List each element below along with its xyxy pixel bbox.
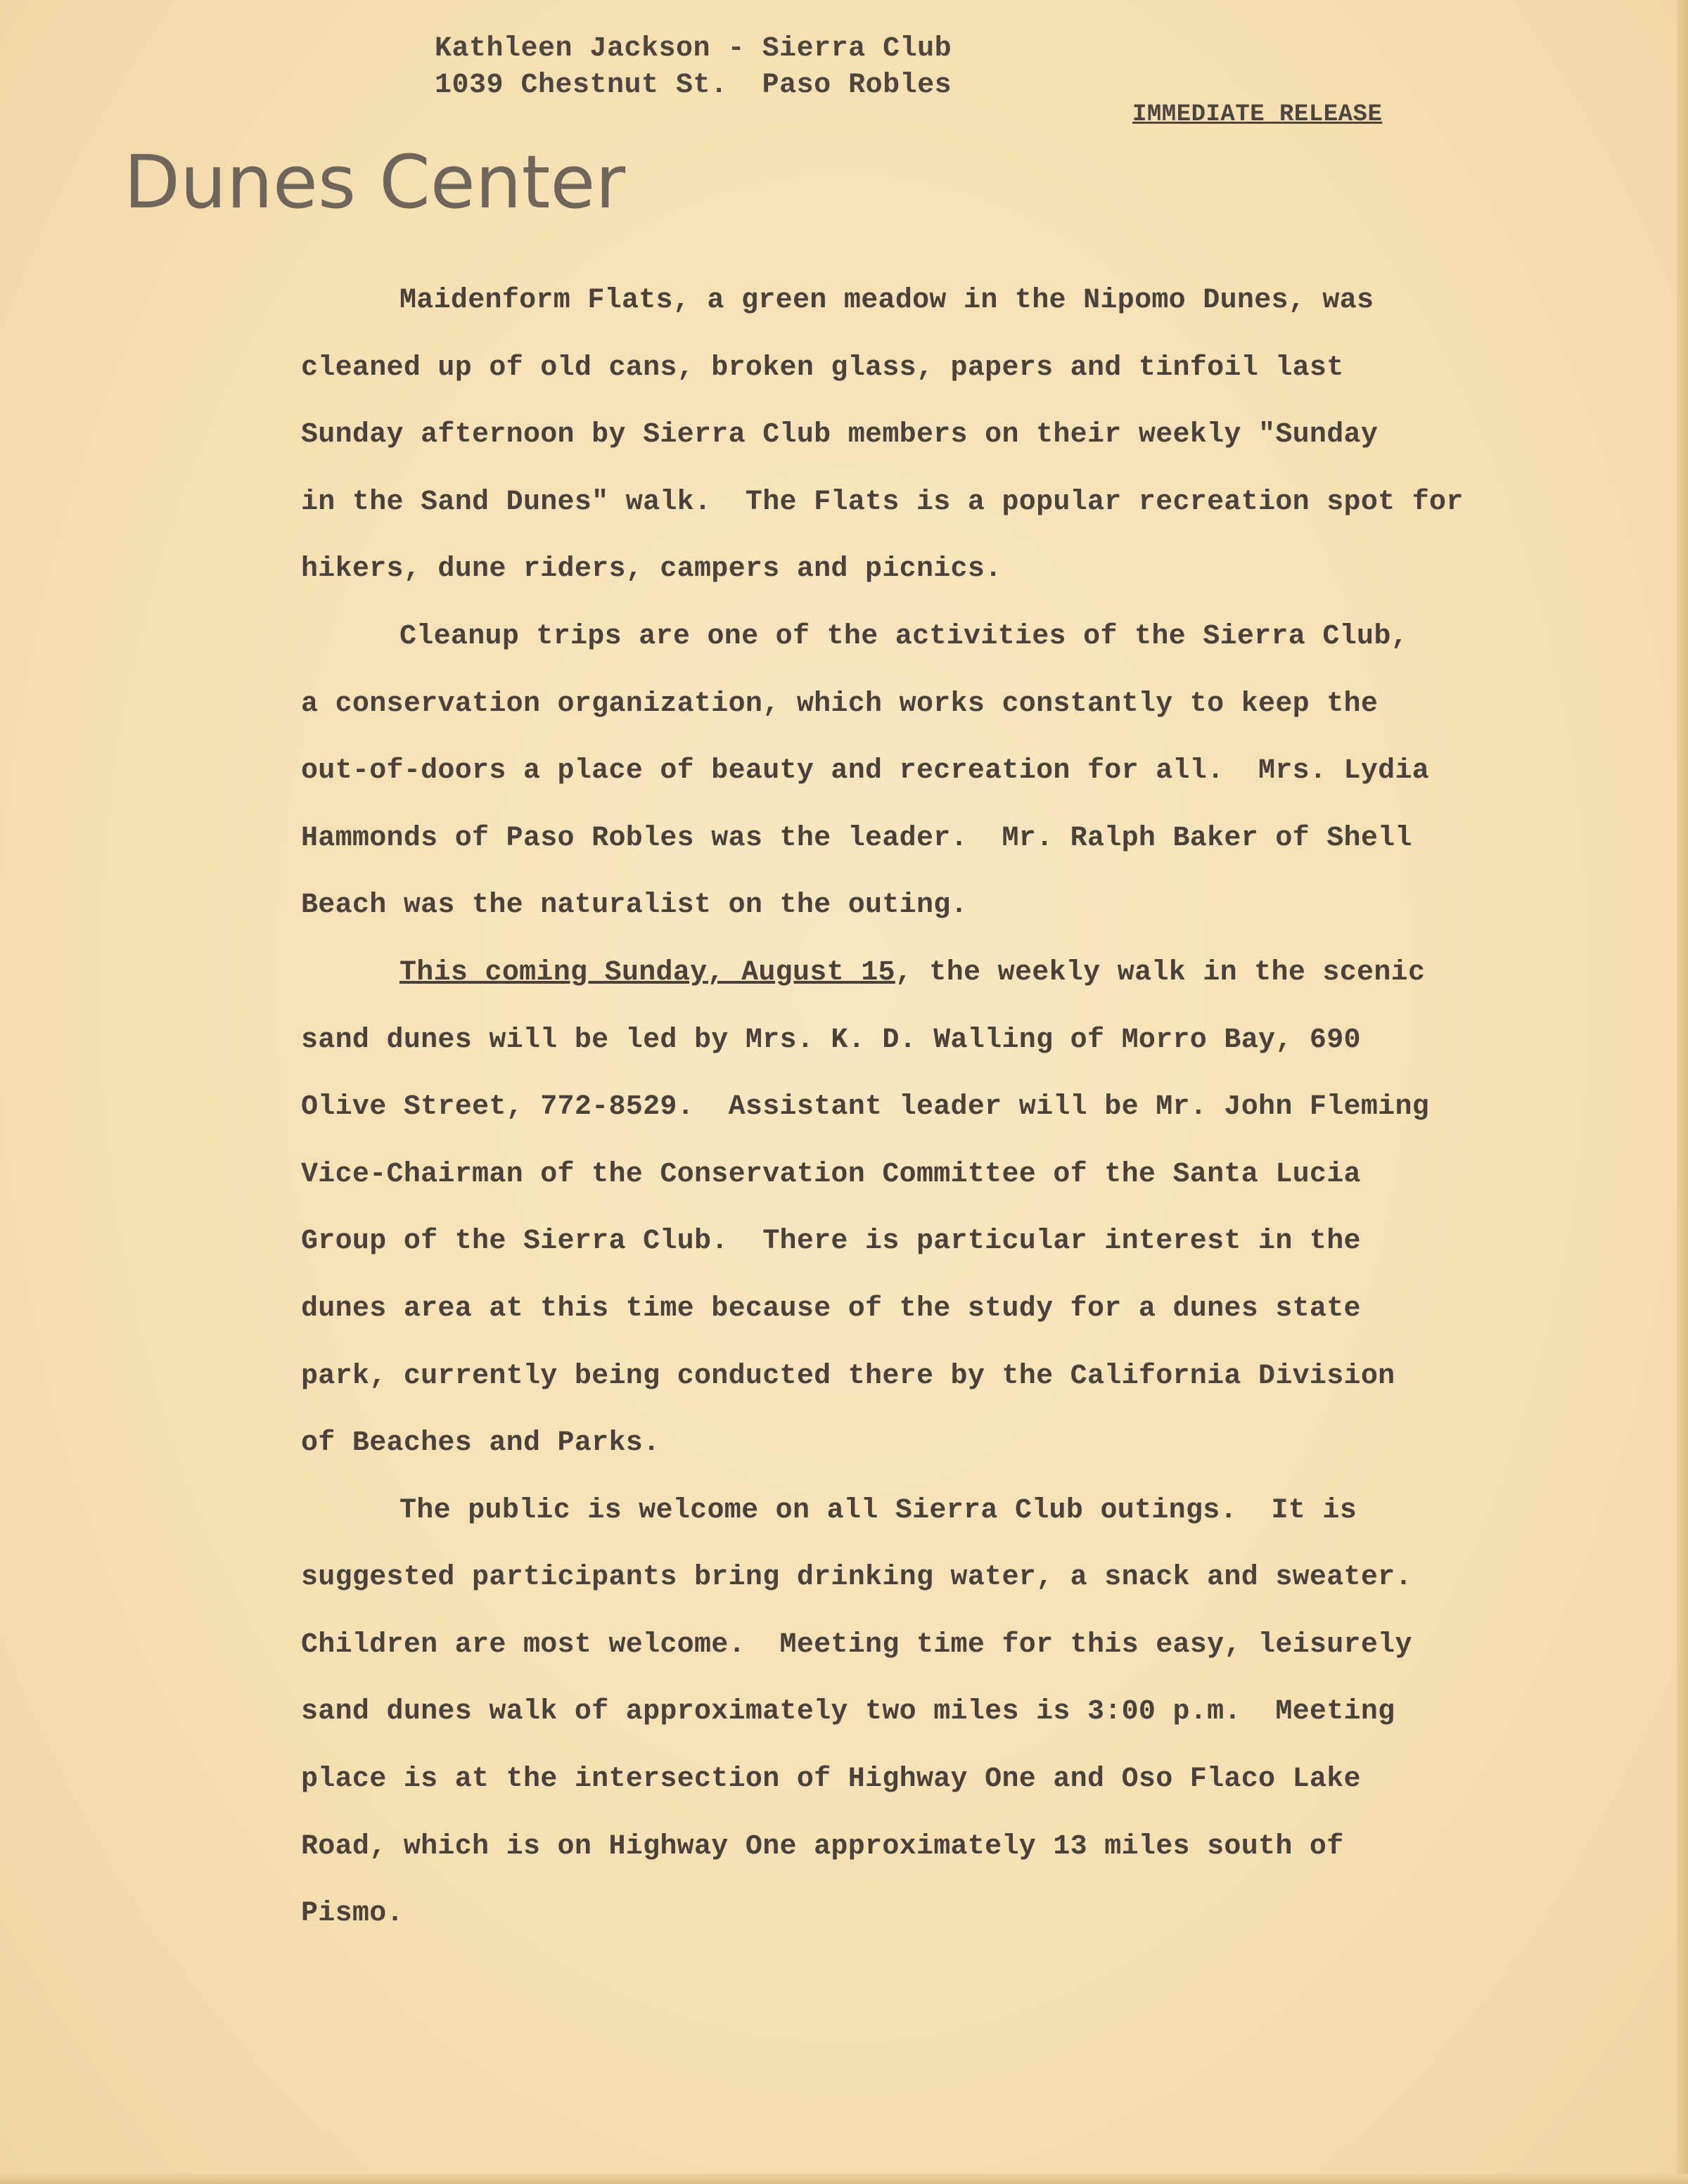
sender-name-line: Kathleen Jackson - Sierra Club [435,33,952,65]
paragraph-4-line-3: Children are most welcome. Meeting time for this easy, leisurely [301,1629,1412,1661]
paragraph-2-line-1: Cleanup trips are one of the activities of the Sierra Club, [399,620,1408,653]
paragraph-4-line-1: The public is welcome on all Sierra Club outings. It is [399,1494,1357,1527]
underlined-date-phrase: This coming Sunday, August 15 [399,956,895,989]
paragraph-1-line-1: Maidenform Flats, a green meadow in the Nipomo Dunes, was [399,285,1374,316]
paragraph-1-line-3: Sunday afternoon by Sierra Club members on their weekly "Sunday [301,419,1379,451]
paragraph-3-line-3: Olive Street, 772-8529. Assistant leader will be Mr. John Fleming [301,1091,1430,1124]
paragraph-4-line-5: place is at the intersection of Highway One and Oso Flaco Lake [301,1764,1361,1796]
paragraph-1-line-5: hikers, dune riders, campers and picnics. [301,553,1002,586]
paragraph-4-line-2: suggested participants bring drinking water, a snack and sweater. [301,1562,1412,1594]
paragraph-4-line-6: Road, which is on Highway One approximately 13 miles south of [301,1830,1344,1863]
sender-header [435,31,952,104]
paragraph-3-line-1 [301,939,1680,1007]
paragraph-1-line-2: cleaned up of old cans, broken glass, papers and tinfoil last [301,352,1344,384]
paragraph-2-line-5: Beach was the naturalist on the outing. [301,889,968,922]
paragraph-3-line-8: of Beaches and Parks. [301,1427,660,1460]
paragraph-3-line-4: Vice-Chairman of the Conservation Committee of the Santa Lucia [301,1158,1361,1190]
paragraph-3-line-5: Group of the Sierra Club. There is particular interest in the [301,1226,1361,1258]
paragraph-3-line-1-rest: , the weekly walk in the scenic [895,956,1426,989]
press-release-body [301,267,1680,1948]
dunes-center-watermark: Dunes Center [124,139,626,225]
paragraph-3-line-2: sand dunes will be led by Mrs. K. D. Walling of Morro Bay, 690 [301,1024,1361,1056]
paragraph-2-line-3: out-of-doors a place of beauty and recreation for all. Mrs. Lydia [301,755,1430,788]
paragraph-2-line-2: a conservation organization, which works constantly to keep the [301,688,1379,720]
paragraph-1-line-4: in the Sand Dunes" walk. The Flats is a popular recreation spot for [301,486,1464,518]
paragraph-3-line-7: park, currently being conducted there by the California Division [301,1360,1395,1392]
paragraph-4-line-4: sand dunes walk of approximately two miles is 3:00 p.m. Meeting [301,1696,1395,1728]
immediate-release-label: IMMEDIATE RELEASE [1132,101,1383,128]
sender-address-line: 1039 Chestnut St. Paso Robles [435,70,952,101]
paragraph-2-line-4: Hammonds of Paso Robles was the leader. Mr. Ralph Baker of Shell [301,822,1412,854]
paragraph-4-line-7: Pismo. [301,1898,404,1930]
paper-edge-bottom [0,2174,1688,2184]
paragraph-3-line-6: dunes area at this time because of the study for a dunes state [301,1292,1361,1325]
